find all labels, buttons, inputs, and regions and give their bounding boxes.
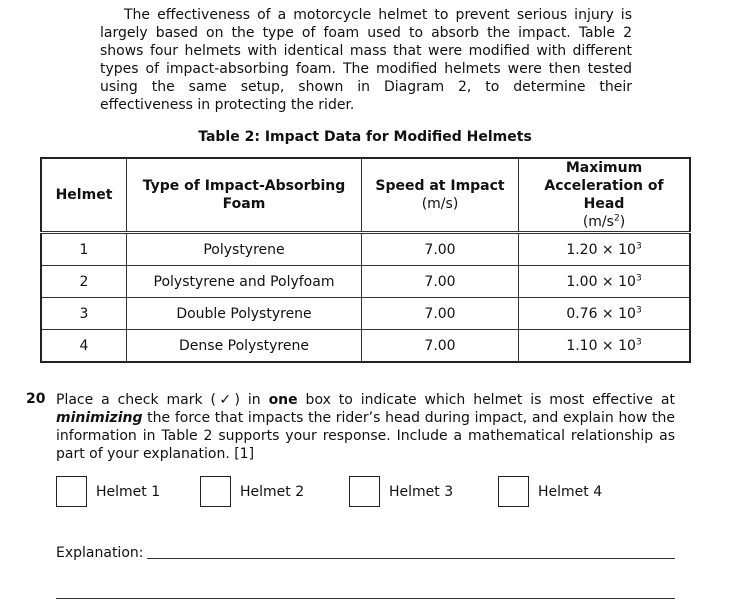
- question-part3: the force that impacts the rider’s head during impact, and explain how the information in Table 2 supports your response. Include a mathematical relationship as part of your explanation. [1]: [56, 410, 675, 462]
- explanation-label: Explanation:: [56, 545, 144, 561]
- explanation-line[interactable]: [56, 598, 675, 599]
- choice-helmet-2: [200, 475, 304, 508]
- header-acceleration-unit: [523, 213, 685, 231]
- checkbox-helmet-1[interactable]: [56, 476, 87, 507]
- intro-paragraph: The effectiveness of a motorcycle helmet to prevent serious injury is largely based on the type of foam used to absorb the impact. Table 2 shows four helmets with identical mass that were modified with different types of impact-absorbing foam. The modified helmets were then tested using the same setup, shown in Diagram 2, to determine their effectiveness in protecting the rider.: [100, 7, 632, 113]
- impact-data-table: [40, 157, 691, 363]
- cell-foam: Double Polystyrene: [127, 298, 362, 330]
- accel-mantissa: 1.10 × 10: [566, 337, 636, 354]
- cell-speed: 7.00: [362, 298, 519, 330]
- cell-foam: Polystyrene and Polyfoam: [127, 266, 362, 298]
- question-number: 20: [26, 391, 46, 407]
- choice-label: Helmet 3: [389, 483, 454, 500]
- cell-helmet: 3: [41, 298, 127, 330]
- cell-speed: 7.00: [362, 330, 519, 363]
- choice-label: Helmet 2: [240, 483, 305, 500]
- accel-exponent: 3: [635, 304, 642, 315]
- explanation-line[interactable]: [147, 558, 675, 559]
- table-row: [41, 266, 690, 298]
- cell-foam: Dense Polystyrene: [127, 330, 362, 363]
- table-row: [41, 233, 690, 266]
- table-title: Table 2: Impact Data for Modified Helmets: [198, 129, 532, 145]
- question-part2: box to indicate which helmet is most effective at: [297, 392, 675, 408]
- accel-mantissa: 0.76 × 10: [566, 305, 636, 322]
- header-helmet: Helmet: [41, 158, 127, 233]
- accel-exponent: 3: [635, 272, 642, 283]
- header-acceleration-label: Maximum Acceleration of Head: [544, 160, 664, 212]
- table-row: [41, 298, 690, 330]
- checkbox-helmet-2[interactable]: [200, 476, 231, 507]
- choice-helmet-1: [56, 475, 160, 508]
- accel-mantissa: 1.00 × 10: [566, 273, 636, 290]
- cell-foam: Polystyrene: [127, 233, 362, 266]
- cell-acceleration: [519, 330, 691, 363]
- header-foam-label: Type of Impact-Absorbing Foam: [142, 178, 346, 212]
- checkbox-helmet-3[interactable]: [349, 476, 380, 507]
- choice-label: Helmet 4: [538, 483, 603, 500]
- checkbox-helmet-4[interactable]: [498, 476, 529, 507]
- header-foam: [127, 158, 362, 233]
- cell-speed: 7.00: [362, 266, 519, 298]
- header-speed-label: Speed at Impact: [375, 178, 505, 194]
- table-header-row: [41, 158, 690, 233]
- header-acceleration: [519, 158, 691, 233]
- accel-unit-suffix: ): [619, 214, 626, 230]
- accel-unit-prefix: (m/s: [582, 214, 614, 230]
- cell-helmet: 1: [41, 233, 127, 266]
- choice-helmet-4: [498, 475, 602, 508]
- header-speed: [362, 158, 519, 233]
- question-emphasis-one: one: [268, 392, 298, 408]
- cell-helmet: 4: [41, 330, 127, 363]
- accel-unit-exp: 2: [613, 213, 620, 224]
- choice-label: Helmet 1: [96, 483, 161, 500]
- cell-speed: 7.00: [362, 233, 519, 266]
- question-text: [56, 391, 675, 463]
- question-emphasis-minimizing: minimizing: [56, 410, 143, 426]
- choice-helmet-3: [349, 475, 453, 508]
- cell-acceleration: [519, 233, 691, 266]
- cell-helmet: 2: [41, 266, 127, 298]
- cell-acceleration: [519, 266, 691, 298]
- accel-exponent: 3: [635, 240, 642, 251]
- accel-mantissa: 1.20 × 10: [566, 241, 636, 258]
- cell-acceleration: [519, 298, 691, 330]
- header-speed-unit: (m/s): [421, 196, 459, 212]
- question-part1: Place a check mark (✓) in: [56, 392, 269, 408]
- accel-exponent: 3: [635, 336, 642, 347]
- table-row: [41, 330, 690, 363]
